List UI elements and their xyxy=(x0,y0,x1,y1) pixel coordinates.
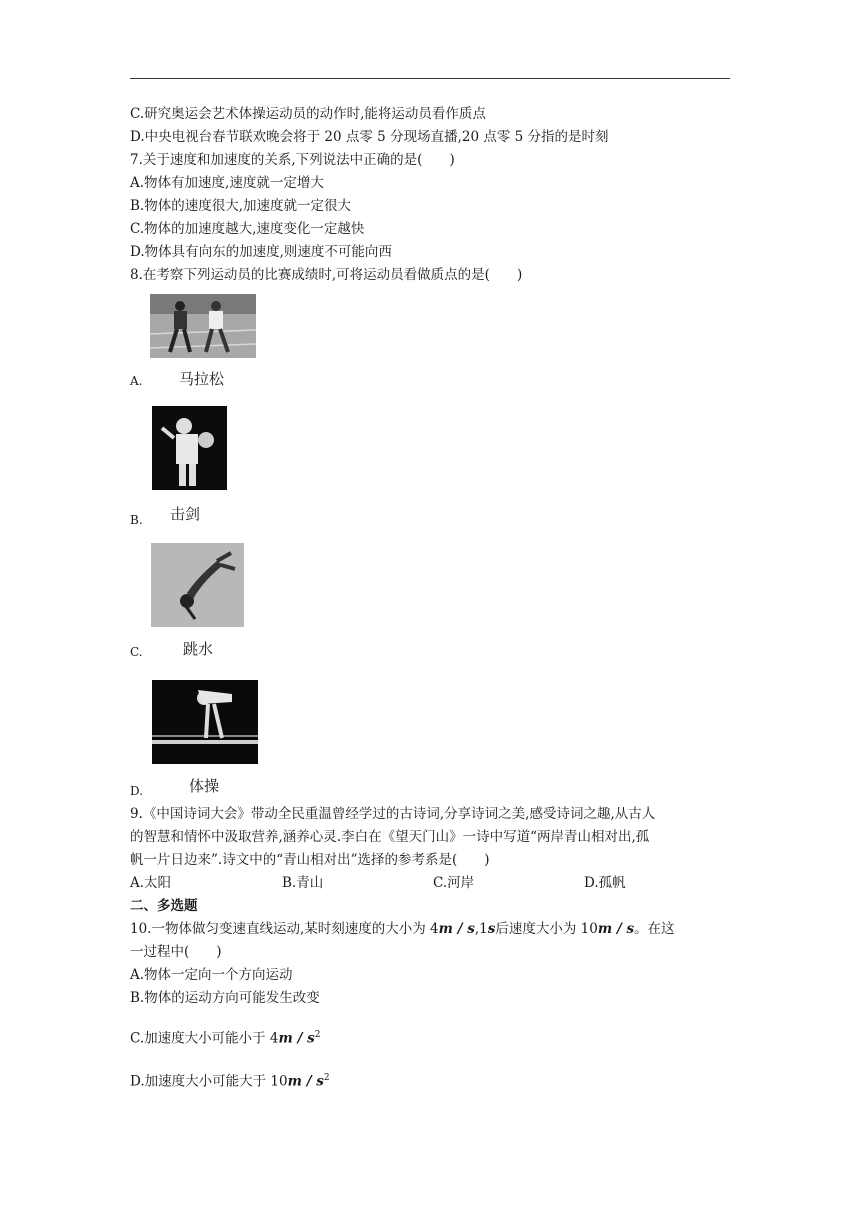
q10-option-c xyxy=(130,1026,320,1048)
q10-option-a: A.物体一定向一个方向运动 xyxy=(130,967,293,983)
q6-option-d: D.中央电视台春节联欢晚会将于 20 点零 5 分现场直播,20 点零 5 分指的是时刻 xyxy=(130,129,609,145)
unit-second: s xyxy=(487,921,496,937)
unit-acceleration: m / s xyxy=(278,1030,315,1047)
q9-option-b: B.青山 xyxy=(282,875,324,891)
q8-option-c-caption: 跳水 xyxy=(183,640,214,658)
q10-option-c-text: C.加速度大小可能小于 4 xyxy=(130,1030,279,1047)
q10-stem-part1: 10.一物体做匀变速直线运动,某时刻速度的大小为 4 xyxy=(130,921,439,937)
q9-stem-line2: 的智慧和情怀中汲取营养,涵养心灵.李白在《望天门山》一诗中写道“两岸青山相对出,孤 xyxy=(130,829,650,845)
unit-exponent: 2 xyxy=(314,1030,321,1040)
q10-stem-part2: ,1 xyxy=(474,921,488,937)
q8-option-a-caption: 马拉松 xyxy=(179,370,225,388)
marathon-photo xyxy=(150,294,256,358)
q7-option-d: D.物体具有向东的加速度,则速度不可能向西 xyxy=(130,244,392,260)
q8-option-c-letter: C. xyxy=(130,645,143,659)
q6-option-c: C.研究奥运会艺术体操运动员的动作时,能将运动员看作质点 xyxy=(130,106,486,122)
q10-option-b: B.物体的运动方向可能发生改变 xyxy=(130,990,320,1006)
q9-option-d: D.孤帆 xyxy=(584,875,626,891)
header-rule xyxy=(130,78,730,79)
section-heading-multiple-choice: 二、多选题 xyxy=(130,898,198,914)
q7-option-c: C.物体的加速度越大,速度变化一定越快 xyxy=(130,221,365,237)
q8-option-a-letter: A. xyxy=(130,374,143,388)
q8-option-b-caption: 击剑 xyxy=(170,505,201,523)
unit-velocity: m / s xyxy=(438,921,475,937)
q8-option-d-letter: D. xyxy=(130,784,144,798)
q10-option-d xyxy=(130,1069,330,1091)
q10-option-d-text: D.加速度大小可能大于 10 xyxy=(130,1073,288,1090)
q7-option-b: B.物体的速度很大,加速度就一定很大 xyxy=(130,198,352,214)
fencer-photo xyxy=(152,406,227,490)
q10-stem-part3: 后速度大小为 10 xyxy=(495,921,598,937)
q9-stem-line3: 帆一片日边来”.诗文中的“青山相对出”选择的参考系是( ) xyxy=(130,852,490,868)
unit-acceleration: m / s xyxy=(287,1073,324,1090)
q7-option-a: A.物体有加速度,速度就一定增大 xyxy=(130,175,324,191)
diver-photo xyxy=(151,543,244,627)
q10-stem-line1 xyxy=(130,920,675,938)
q10-stem-line2: 一过程中( ) xyxy=(130,944,222,960)
q9-option-c: C.河岸 xyxy=(433,875,475,891)
unit-exponent: 2 xyxy=(323,1073,330,1083)
q8-option-b-letter: B. xyxy=(130,513,143,527)
gymnast-photo xyxy=(152,680,258,764)
q8-option-d-caption: 体操 xyxy=(189,777,220,795)
q9-option-a: A.太阳 xyxy=(130,875,172,891)
unit-velocity: m / s xyxy=(597,921,635,937)
q10-stem-part4: 。在这 xyxy=(634,921,675,937)
q9-stem-line1: 9.《中国诗词大会》带动全民重温曾经学过的古诗词,分享诗词之美,感受诗词之趣,从古人 xyxy=(130,806,656,822)
q8-stem: 8.在考察下列运动员的比赛成绩时,可将运动员看做质点的是( ) xyxy=(130,267,523,283)
q7-stem: 7.关于速度和加速度的关系,下列说法中正确的是( ) xyxy=(130,152,455,168)
